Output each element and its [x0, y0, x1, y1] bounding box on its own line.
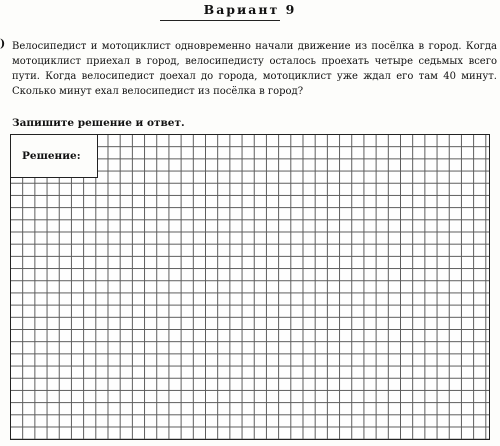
instruction-text: Запишите решение и ответ. [12, 117, 185, 129]
answer-grid[interactable] [10, 134, 490, 440]
variant-title: Вариант 9 [203, 2, 297, 17]
problem-number-mark: ) [0, 37, 6, 50]
title-underline [160, 20, 280, 21]
problem-text: Велосипедист и мотоциклист одновременно начали движение из посёлка в город. Когда мотоциклист приехал в город, велосипедисту осталось проехать четыре седьмых всего пути. Когда велосипедист доехал до города, мотоциклист уже ждал его там 40 минут. Сколько минут ехал велосипедист из посёлка в город? [12, 41, 497, 97]
solution-label: Решение: [22, 150, 81, 162]
